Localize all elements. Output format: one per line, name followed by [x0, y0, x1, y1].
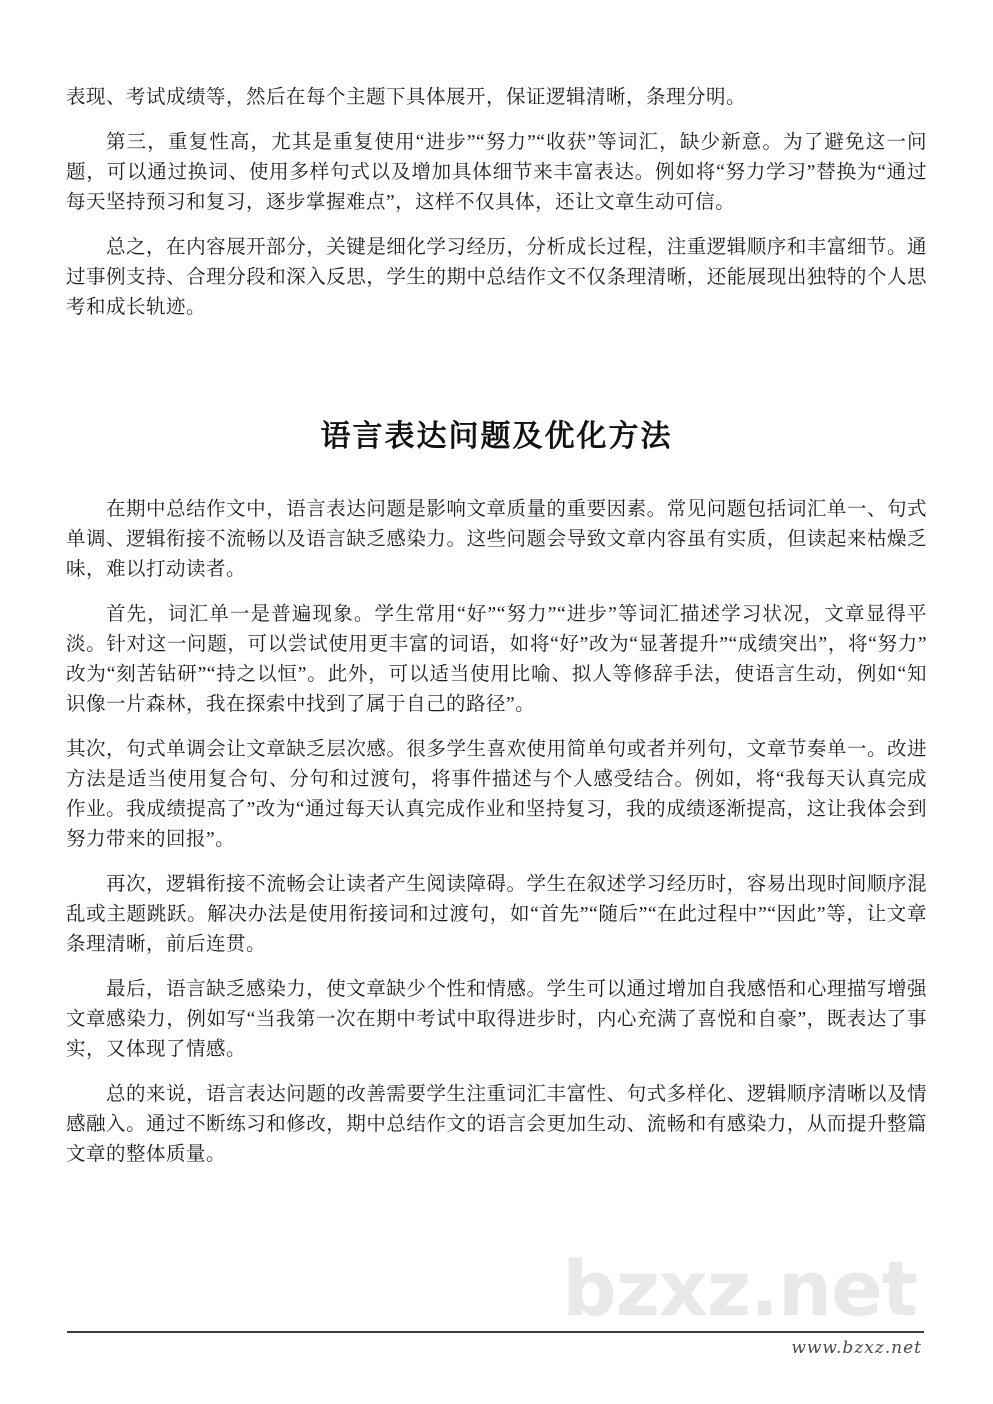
- paragraph-section-conclusion: 总的来说，语言表达问题的改善需要学生注重词汇丰富性、句式多样化、逻辑顺序清晰以及情感融入。通过不断练习和修改，期中总结作文的语言会更加生动、流畅和有感染力，从而提升整篇文章的整体质量。: [66, 1084, 927, 1165]
- paragraph-third-point: 第三，重复性高，尤其是重复使用“进步”“努力”“收获”等词汇，缺少新意。为了避免这一问题，可以通过换词、使用多样句式以及增加具体细节来丰富表达。例如将“努力学习”替换为“通过每天坚持预习和复习，逐步掌握难点”，这样不仅具体，还让文章生动可信。: [66, 132, 927, 213]
- footer-divider-line: [67, 1331, 924, 1333]
- section-heading: 语言表达问题及优化方法: [320, 420, 673, 453]
- watermark-text: bzxz.net: [562, 1244, 917, 1333]
- paragraph-section-intro: 在期中总结作文中，语言表达问题是影响文章质量的重要因素。常见问题包括词汇单一、句式单调、逻辑衔接不流畅以及语言缺乏感染力。这些问题会导致文章内容虽有实质，但读起来枯燥乏味，难以打动读者。: [66, 499, 927, 580]
- paragraph-second-issue-sentence-patterns: 其次，句式单调会让文章缺乏层次感。很多学生喜欢使用简单句或者并列句，文章节奏单一。改进方法是适当使用复合句、分句和过渡句，将事件描述与个人感受结合。例如，将“我每天认真完成作业。我成绩提高了”改为“通过每天认真完成作业和坚持复习，我的成绩逐渐提高，这让我体会到努力带来的回报”。: [66, 739, 927, 850]
- paragraph-fourth-issue-emotion: 最后，语言缺乏感染力，使文章缺少个性和情感。学生可以通过增加自我感悟和心理描写增强文章感染力，例如写“当我第一次在期中考试中取得进步时，内心充满了喜悦和自豪”，既表达了事实，又体现了情感。: [66, 979, 927, 1060]
- footer-website-url: www.bzxz.net: [791, 1338, 922, 1358]
- paragraph-summary-previous-section: 总之，在内容展开部分，关键是细化学习经历，分析成长过程，注重逻辑顺序和丰富细节。通过事例支持、合理分段和深入反思，学生的期中总结作文不仅条理清晰，还能展现出独特的个人思考和成长轨迹。: [66, 237, 927, 318]
- paragraph-first-issue-vocabulary: 首先，词汇单一是普遍现象。学生常用“好”“努力”“进步”等词汇描述学习状况，文章显得平淡。针对这一问题，可以尝试使用更丰富的词语，如将“好”改为“显著提升”“成绩突出”，将“努力”改为“刻苦钻研”“持之以恒”。此外，可以适当使用比喻、拟人等修辞手法，使语言生动，例如“知识像一片森林，我在探索中找到了属于自己的路径”。: [66, 604, 927, 715]
- paragraph-third-issue-cohesion: 再次，逻辑衔接不流畅会让读者产生阅读障碍。学生在叙述学习经历时，容易出现时间顺序混乱或主题跳跃。解决办法是使用衔接词和过渡句，如“首先”“随后”“在此过程中”“因此”等，让文章条理清晰，前后连贯。: [66, 874, 927, 955]
- paragraph-continuation: 表现、考试成绩等，然后在每个主题下具体展开，保证逻辑清晰，条理分明。: [66, 87, 747, 108]
